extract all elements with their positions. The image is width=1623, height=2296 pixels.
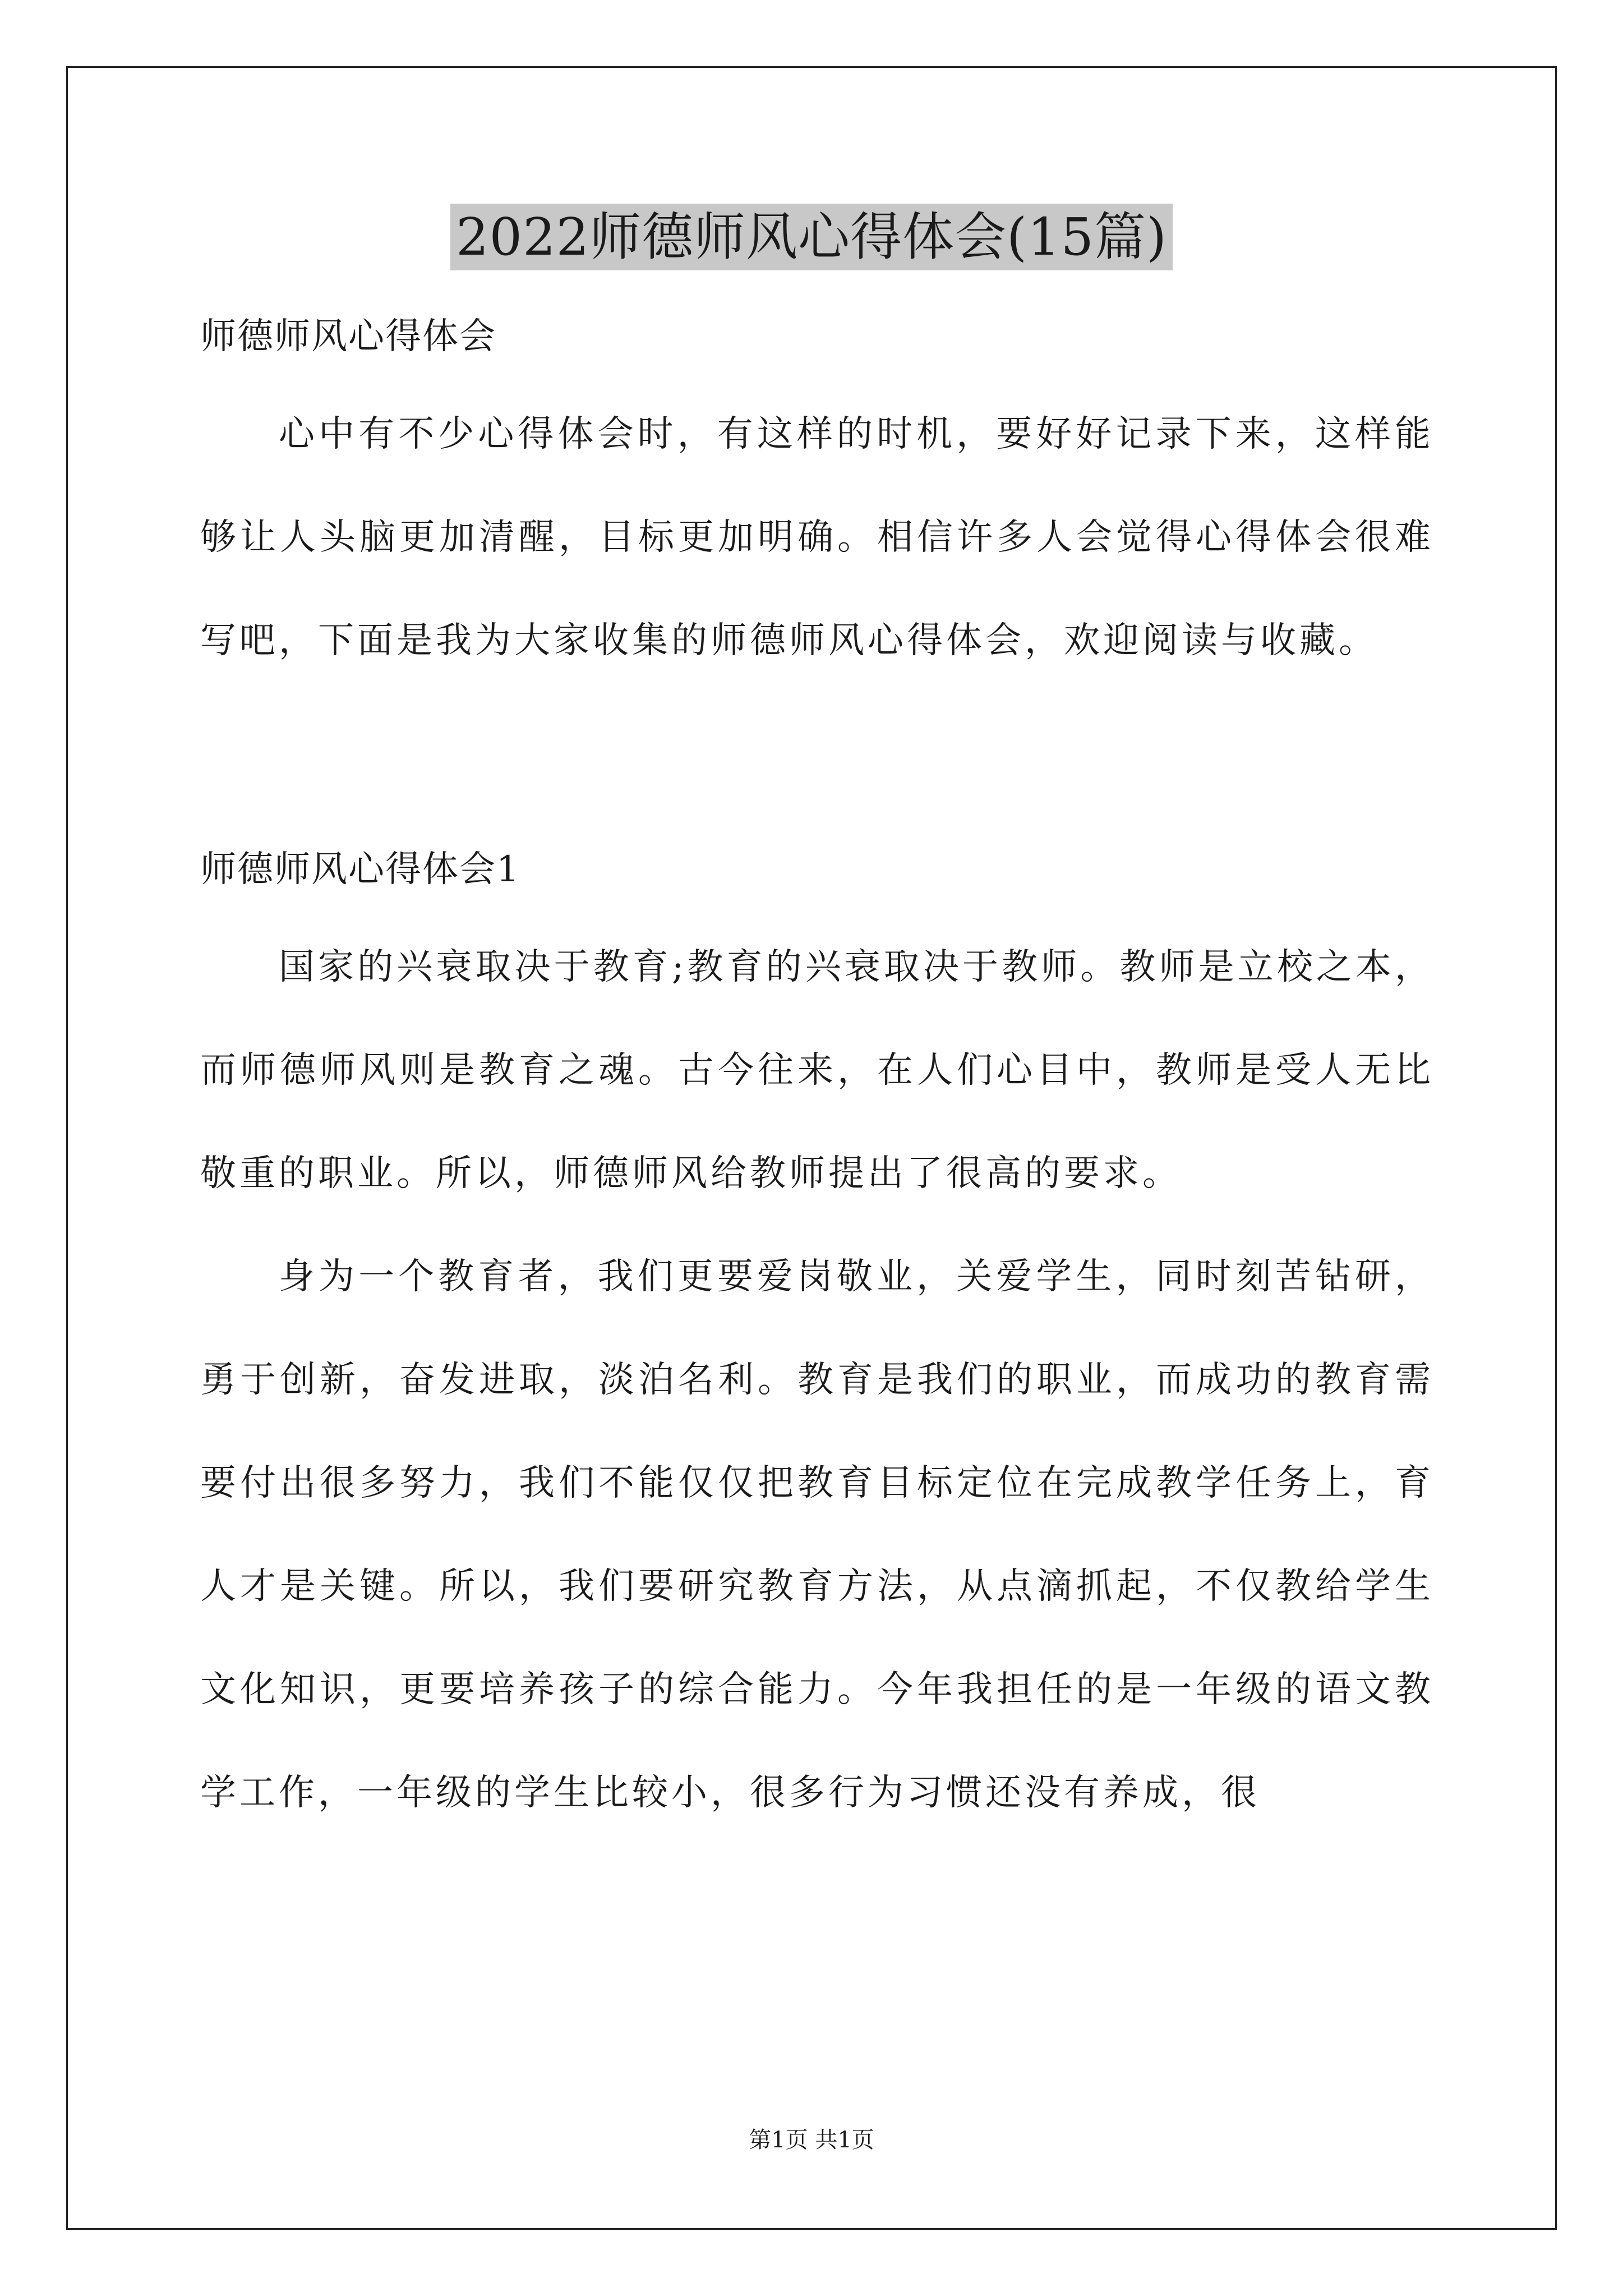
- section1-paragraph-2: 身为一个教育者，我们更要爱岗敬业，关爱学生，同时刻苦钻研，勇于创新，奋发进取，淡泊名利。教育是我们的职业，而成功的教育需要付出很多努力，我们不能仅仅把教育目标定位在完成教学任务上，育人才是关键。所以，我们要研究教育方法，从点滴抓起，不仅教给学生文化知识，更要培养孩子的综合能力。今年我担任的是一年级的语文教学工作，一年级的学生比较小，很多行为习惯还没有养成，很: [200, 1256, 1434, 1814]
- document-title: [0, 201, 1623, 274]
- page-footer: 第1页 共1页: [749, 2127, 874, 2153]
- section1-heading: 师德师风心得体会1: [200, 849, 520, 890]
- intro-heading: 师德师风心得体会: [200, 316, 496, 357]
- document-title-text: 2022师德师风心得体会(15篇): [450, 204, 1173, 270]
- section1-paragraph-1: 国家的兴衰取决于教育;教育的兴衰取决于教师。教师是立校之本，而师德师风则是教育之魂。古今往来，在人们心目中，教师是受人无比敬重的职业。所以，师德师风给教师提出了很高的要求。: [200, 946, 1434, 1194]
- document-body: [200, 314, 1434, 1844]
- intro-paragraph: 心中有不少心得体会时，有这样的时机，要好好记录下来，这样能够让人头脑更加清醒，目标更加明确。相信许多人会觉得心得体会很难写吧，下面是我为大家收集的师德师风心得体会，欢迎阅读与收藏。: [200, 413, 1434, 661]
